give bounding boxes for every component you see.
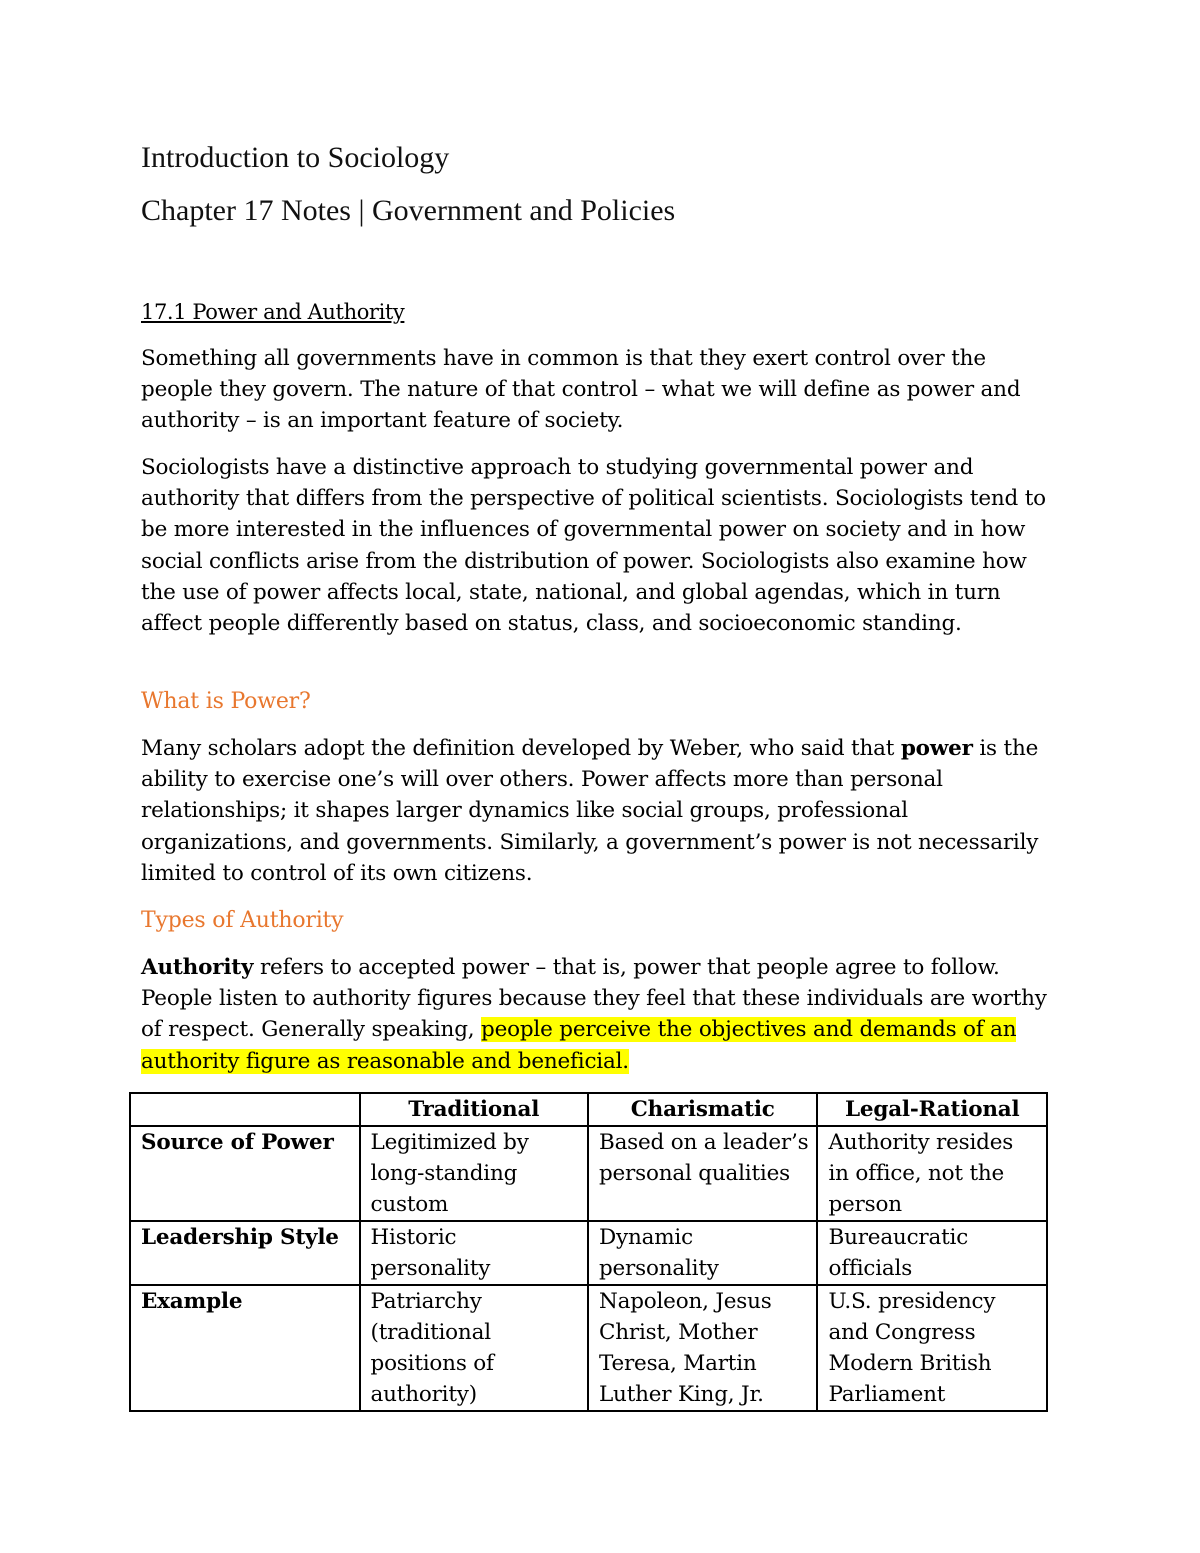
table-cell: Historic personality [360,1221,588,1285]
row-label: Example [130,1285,360,1411]
authority-heading: Types of Authority [141,908,344,933]
table-cell: Bureaucratic officials [817,1221,1047,1285]
table-cell: Based on a leader’s personal qualities [588,1126,818,1221]
document-title: Introduction to Sociology [141,141,450,174]
table-cell: Dynamic personality [588,1221,818,1285]
table-row [130,1221,1047,1285]
table-cell: Authority resides in office, not the person [817,1126,1047,1221]
row-label: Source of Power [130,1126,360,1221]
section-heading: 17.1 Power and Authority [141,300,405,324]
row-label: Leadership Style [130,1221,360,1285]
power-text-after: is the ability to exercise one’s will over others. Power affects more than personal relationships; it shapes larger dynamics like social groups, professional organizations, and governments. Similarly, a government’s power is not necessarily limited to control of its own citizens. [141,736,1039,886]
power-text-before: Many scholars adopt the definition developed by Weber, who said that [141,736,901,761]
authority-text: refers to accepted power – that is, power that people agree to follow. People listen to authority figures because they feel that these individuals are worthy of respect. Generally speaking, [141,955,1047,1043]
table-row [130,1126,1047,1221]
power-heading: What is Power? [141,689,311,714]
authority-term: Authority [141,955,254,980]
power-term: power [900,736,973,761]
table-cell: Patriarchy (traditional positions of authority) [360,1285,588,1411]
authority-types-table [129,1092,1048,1412]
document-subtitle: Chapter 17 Notes | Government and Policies [141,194,676,227]
table-cell: U.S. presidency and Congress Modern British Parliament [817,1285,1047,1411]
table-header-row [130,1093,1047,1126]
table-cell: Legitimized by long-standing custom [360,1126,588,1221]
table-header-cell: Charismatic [588,1093,818,1126]
authority-paragraph [141,952,1051,1077]
table-header-cell [130,1093,360,1126]
table-header-cell: Traditional [360,1093,588,1126]
power-paragraph [141,733,1051,889]
table-header-cell: Legal-Rational [817,1093,1047,1126]
table-cell: Napoleon, Jesus Christ, Mother Teresa, Martin Luther King, Jr. [588,1285,818,1411]
highlighted-text: people perceive the objectives and demands of an authority figure as reasonable and beneficial. [141,1017,1017,1074]
sociologists-paragraph: Sociologists have a distinctive approach to studying governmental power and authority that differs from the perspective of political scientists. Sociologists tend to be more interested in the influences of governmental power on society and in how social conflicts arise from the distribution of power. Sociologists also examine how the use of power affects local, state, national, and global agendas, which in turn affect people differently based on status, class, and socioeconomic standing. [141,455,1046,637]
intro-paragraph: Something all governments have in common is that they exert control over the people they govern. The nature of that control – what we will define as power and authority – is an important feature of society. [141,346,1021,434]
table-row [130,1285,1047,1411]
